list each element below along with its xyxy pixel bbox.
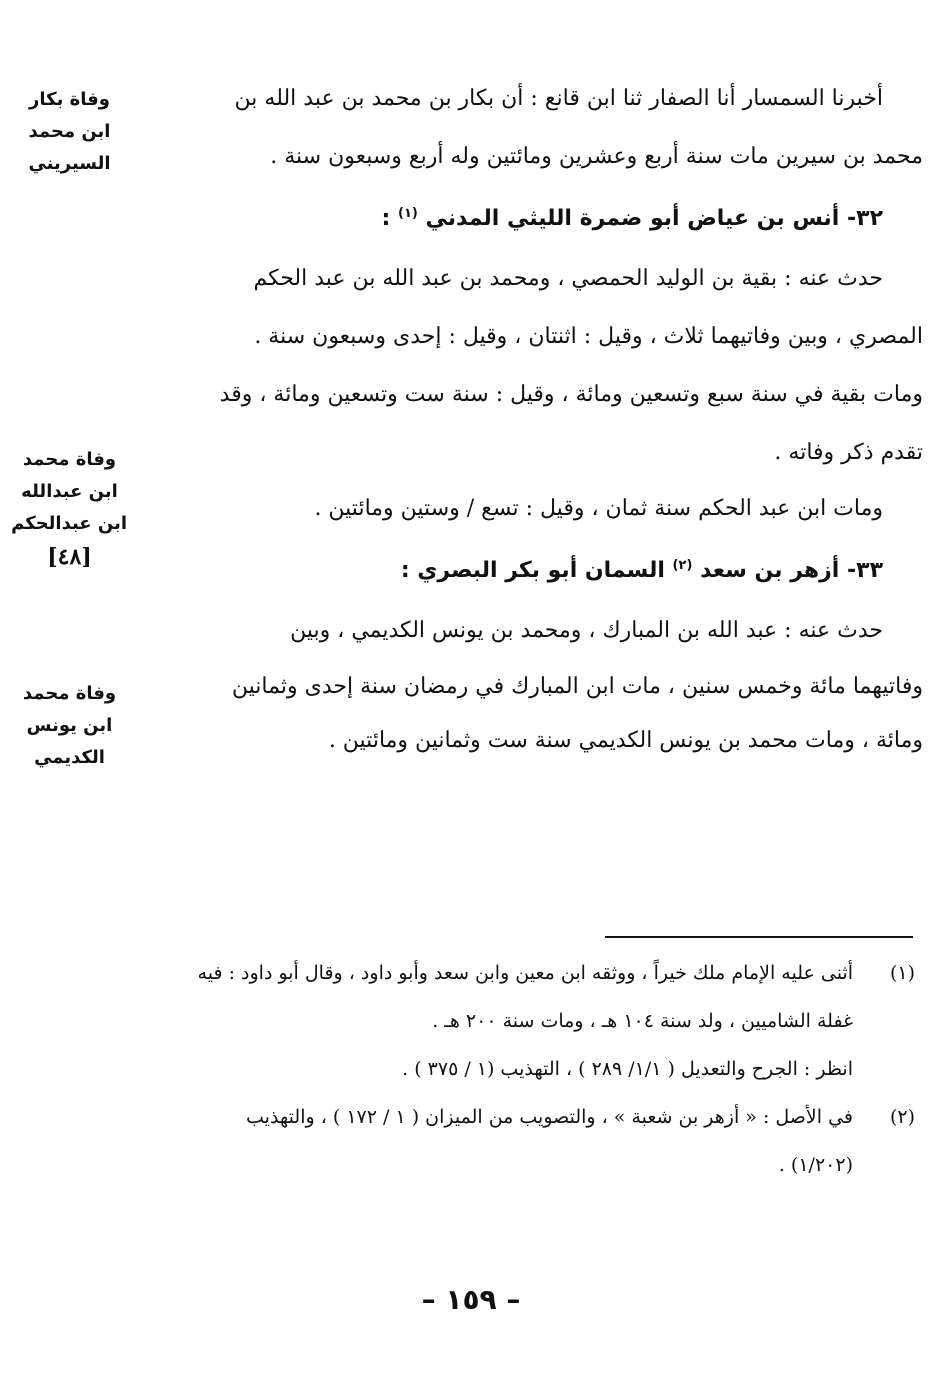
- footnote-number: (١): [889, 962, 915, 984]
- footnote-1: [140, 962, 915, 1112]
- sidenote-line: وفاة محمد: [22, 449, 117, 470]
- sidenote-line: ابن يونس: [26, 715, 113, 736]
- footnote-number: (٢): [889, 1106, 915, 1128]
- main-text: [135, 0, 923, 780]
- original-page-reference: [٤٨]: [47, 544, 92, 570]
- footnote-2: [140, 1106, 915, 1196]
- footnote-line: غفلة الشاميين ، ولد سنة ١٠٤ هـ ، ومات سنة ٢٠٠ هـ .: [432, 1010, 853, 1032]
- heading-colon: :: [381, 206, 391, 231]
- body-line: تقدم ذكر وفاته .: [774, 440, 923, 465]
- body-line: ومات بقية في سنة سبع وتسعين ومائة ، وقيل : سنة ست وتسعين ومائة ، وقد: [219, 382, 923, 407]
- sidenote-kudaymi: [12, 678, 127, 774]
- footnote-ref: (٢): [672, 558, 693, 573]
- body-line: أخبرنا السمسار أنا الصفار ثنا ابن قانع : أن بكار بن محمد بن عبد الله بن: [234, 86, 883, 111]
- footnote-line: أثنى عليه الإمام ملك خيراً ، ووثقه ابن معين وابن سعد وأبو داود ، وقال أبو داود : فيه: [197, 962, 853, 984]
- sidenote-line: ابن محمد: [28, 121, 111, 142]
- sidenote-line: ابن عبدالله: [21, 481, 118, 502]
- entry-heading-32: [135, 206, 883, 231]
- page-number: – ١٥٩ –: [421, 1283, 521, 1316]
- body-line: حدث عنه : عبد الله بن المبارك ، ومحمد بن يونس الكديمي ، وبين: [290, 618, 883, 643]
- sidenote-line: ابن عبدالحكم: [11, 513, 127, 534]
- footnote-separator: [605, 936, 913, 938]
- sidenote-ibn-abd-alhakam: [12, 444, 127, 574]
- sidenote-line: وفاة محمد: [22, 683, 117, 704]
- body-line: ومات ابن عبد الحكم سنة ثمان ، وقيل : تسع / وستين ومائتين .: [314, 496, 883, 521]
- sidenote-line: السيريني: [28, 153, 111, 174]
- sidenote-line: وفاة بكار: [29, 89, 110, 110]
- sidenote-line: الكديمي: [34, 747, 105, 768]
- heading-text: ٣٢- أنس بن عياض أبو ضمرة الليثي المدني: [425, 206, 883, 231]
- body-line: محمد بن سيرين مات سنة أربع وعشرين ومائتين وله أربع وسبعون سنة .: [270, 144, 923, 169]
- footnote-line: (١/٢٠٢) .: [778, 1154, 853, 1176]
- entry-heading-33: [135, 558, 883, 583]
- sidenote-bakkar: [12, 84, 127, 180]
- heading-text: السمان أبو بكر البصري :: [400, 558, 665, 583]
- body-line: وفاتيهما مائة وخمس سنين ، مات ابن المبارك في رمضان سنة إحدى وثمانين: [231, 674, 923, 699]
- footnote-line: في الأصل : « أزهر بن شعبة » ، والتصويب من الميزان ( ١ / ١٧٢ ) ، والتهذيب: [246, 1106, 853, 1128]
- body-line: المصري ، وبين وفاتيهما ثلاث ، وقيل : اثنتان ، وقيل : إحدى وسبعون سنة .: [254, 324, 923, 349]
- heading-text: ٣٣- أزهر بن سعد: [700, 558, 883, 583]
- body-line: ومائة ، ومات محمد بن يونس الكديمي سنة ست وثمانين ومائتين .: [328, 728, 923, 753]
- body-line: حدث عنه : بقية بن الوليد الحمصي ، ومحمد بن عبد الله بن عبد الحكم: [253, 266, 883, 291]
- footnote-line: انظر : الجرح والتعديل ( ١/١/ ٢٨٩ ) ، التهذيب (١ / ٣٧٥ ) .: [402, 1058, 853, 1080]
- footnote-ref: (١): [398, 206, 418, 221]
